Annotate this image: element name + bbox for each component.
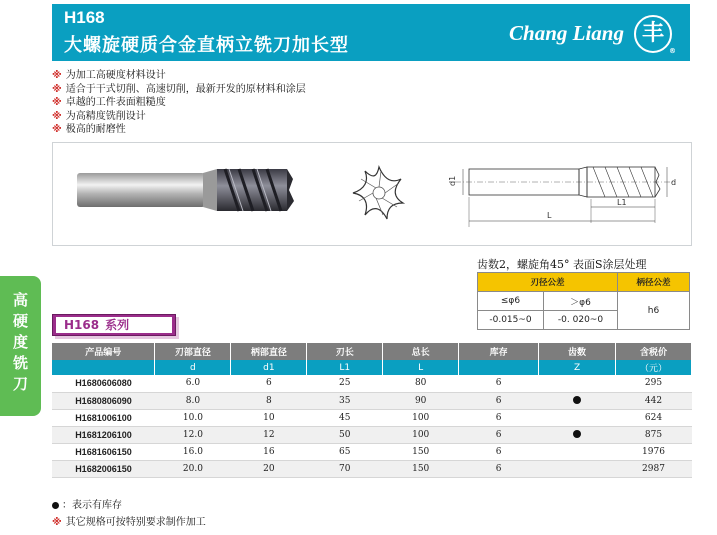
tolerance-value-small: -0.015~0 [478, 311, 544, 330]
column-header: 含税价 [616, 343, 692, 360]
spec-text: 齿数2，螺旋角45° 表面S涂层处理 [477, 258, 647, 271]
logo-character: 丰 [641, 21, 664, 46]
shank-diameter-cell: 12 [231, 426, 307, 443]
product-code-cell: H1682006150 [52, 460, 155, 477]
in-stock-cell [539, 443, 616, 460]
feature-text: 卓越的工件表面粗糙度 [65, 97, 166, 108]
table-row [52, 460, 692, 477]
product-code-title: H168 [64, 8, 105, 27]
column-header: 柄部直径 [231, 343, 307, 360]
column-header: 库存 [459, 343, 539, 360]
side-tab-char: 铣 [12, 354, 28, 372]
product-table [52, 343, 692, 478]
blade-length-cell: 25 [307, 375, 383, 392]
product-code-cell: H1681006100 [52, 409, 155, 426]
column-subheader: L1 [307, 360, 383, 375]
shank-diameter-cell: 6 [231, 375, 307, 392]
in-stock-cell [539, 409, 616, 426]
column-header: 总长 [383, 343, 459, 360]
column-header: 刃部直径 [155, 343, 231, 360]
shank-diameter-cell: 20 [231, 460, 307, 477]
blade-diameter-cell: 6.0 [155, 375, 231, 392]
note-mark-icon: ※ [52, 70, 62, 81]
shank-diameter-cell: 16 [231, 443, 307, 460]
table-subheader-row [52, 360, 692, 375]
brand-name: Chang Liang [509, 21, 624, 45]
feature-item [52, 96, 306, 110]
column-header: 刃长 [307, 343, 383, 360]
table-row [52, 409, 692, 426]
price-cell: 875 [616, 426, 692, 443]
feature-list [52, 69, 306, 137]
drawing-label-l: L [547, 211, 552, 220]
feature-text: 适合于干式切削、高速切削，最新开发的原材料和涂层 [65, 83, 306, 95]
in-stock-dot-icon [52, 502, 59, 509]
note-mark-icon: ※ [52, 124, 62, 135]
in-stock-cell [539, 426, 616, 443]
stock-legend-text: ：表示有库存 [62, 500, 122, 511]
column-subheader [52, 360, 155, 375]
series-label: 系列 [105, 318, 130, 332]
series-tab [52, 314, 176, 336]
blade-diameter-cell: 10.0 [155, 409, 231, 426]
stock-cell: 6 [459, 375, 539, 392]
price-cell: 442 [616, 392, 692, 409]
blade-diameter-cell: 16.0 [155, 443, 231, 460]
blade-diameter-cell: 12.0 [155, 426, 231, 443]
tolerance-table [477, 272, 690, 330]
header-banner [52, 4, 690, 61]
blade-length-cell: 65 [307, 443, 383, 460]
product-code-cell: H1680806090 [52, 392, 155, 409]
table-row [52, 375, 692, 392]
stock-cell: 6 [459, 392, 539, 409]
feature-item [52, 83, 306, 97]
total-length-cell: 150 [383, 460, 459, 477]
product-illustrations [53, 143, 691, 245]
feature-text: 为高精度铣削设计 [65, 110, 146, 122]
registered-mark: ® [669, 47, 676, 55]
custom-order-note [52, 514, 206, 531]
column-subheader: （元） [616, 360, 692, 375]
end-mill-photo [77, 169, 294, 211]
tolerance-range-small: ≤φ6 [478, 292, 544, 311]
total-length-cell: 80 [383, 375, 459, 392]
footnotes [52, 497, 206, 531]
table-row [52, 392, 692, 409]
drawing-label-d1: d1 [448, 175, 457, 186]
blade-length-cell: 70 [307, 460, 383, 477]
blade-length-cell: 50 [307, 426, 383, 443]
side-tab-char: 高 [12, 291, 28, 309]
column-subheader: L [383, 360, 459, 375]
stock-cell: 6 [459, 443, 539, 460]
column-subheader [459, 360, 539, 375]
product-code-cell: H1680606080 [52, 375, 155, 392]
column-header: 产品编号 [52, 343, 155, 360]
side-tab-char: 度 [12, 333, 28, 351]
stock-legend-note [52, 497, 206, 514]
product-code-cell: H1681206100 [52, 426, 155, 443]
drawing-label-d: d [671, 178, 677, 187]
in-stock-cell [539, 392, 616, 409]
tolerance-range-large: ＞φ6 [544, 292, 618, 311]
tolerance-value-large: -0. 020~0 [544, 311, 618, 330]
price-cell: 2987 [616, 460, 692, 477]
table-row [52, 443, 692, 460]
price-cell: 1976 [616, 443, 692, 460]
blade-diameter-cell: 20.0 [155, 460, 231, 477]
in-stock-dot-icon [573, 396, 581, 404]
side-tab-char: 刀 [12, 375, 28, 393]
feature-item [52, 69, 306, 83]
shank-tolerance-header: 柄径公差 [618, 273, 690, 292]
stock-cell: 6 [459, 460, 539, 477]
total-length-cell: 150 [383, 443, 459, 460]
shank-tolerance-value: h6 [618, 292, 690, 330]
feature-item [52, 123, 306, 137]
column-subheader: Z [539, 360, 616, 375]
in-stock-cell [539, 375, 616, 392]
side-tab-char: 硬 [12, 312, 28, 330]
shank-diameter-cell: 8 [231, 392, 307, 409]
technical-drawing [448, 167, 676, 227]
note-mark-icon: ※ [52, 517, 62, 528]
total-length-cell: 100 [383, 409, 459, 426]
cutting-edge-end-view [353, 167, 403, 219]
category-side-tab [0, 276, 41, 416]
feature-item [52, 110, 306, 124]
in-stock-dot-icon [573, 430, 581, 438]
table-row [52, 426, 692, 443]
note-mark-icon: ※ [52, 83, 62, 95]
blade-diameter-cell: 8.0 [155, 392, 231, 409]
product-illustration-panel [52, 142, 692, 246]
total-length-cell: 90 [383, 392, 459, 409]
drawing-label-l1: L1 [617, 198, 627, 207]
brand-logo-icon [634, 15, 676, 55]
note-mark-icon: ※ [52, 110, 62, 122]
product-code-cell: H1681606150 [52, 443, 155, 460]
price-cell: 295 [616, 375, 692, 392]
column-header: 齿数 [539, 343, 616, 360]
blade-tolerance-header: 刃径公差 [478, 273, 618, 292]
column-subheader: d [155, 360, 231, 375]
custom-order-text: 其它规格可按特别要求制作加工 [65, 517, 206, 528]
stock-cell: 6 [459, 426, 539, 443]
column-subheader: d1 [231, 360, 307, 375]
in-stock-cell [539, 460, 616, 477]
table-header-row [52, 343, 692, 360]
product-title: 大螺旋硬质合金直柄立铣刀加长型 [64, 35, 349, 56]
note-mark-icon: ※ [52, 97, 62, 108]
series-code: H168 [64, 318, 100, 332]
shank-diameter-cell: 10 [231, 409, 307, 426]
total-length-cell: 100 [383, 426, 459, 443]
price-cell: 624 [616, 409, 692, 426]
blade-length-cell: 35 [307, 392, 383, 409]
feature-text: 极高的耐磨性 [65, 124, 126, 135]
blade-length-cell: 45 [307, 409, 383, 426]
stock-cell: 6 [459, 409, 539, 426]
feature-text: 为加工高硬度材料设计 [65, 70, 166, 81]
